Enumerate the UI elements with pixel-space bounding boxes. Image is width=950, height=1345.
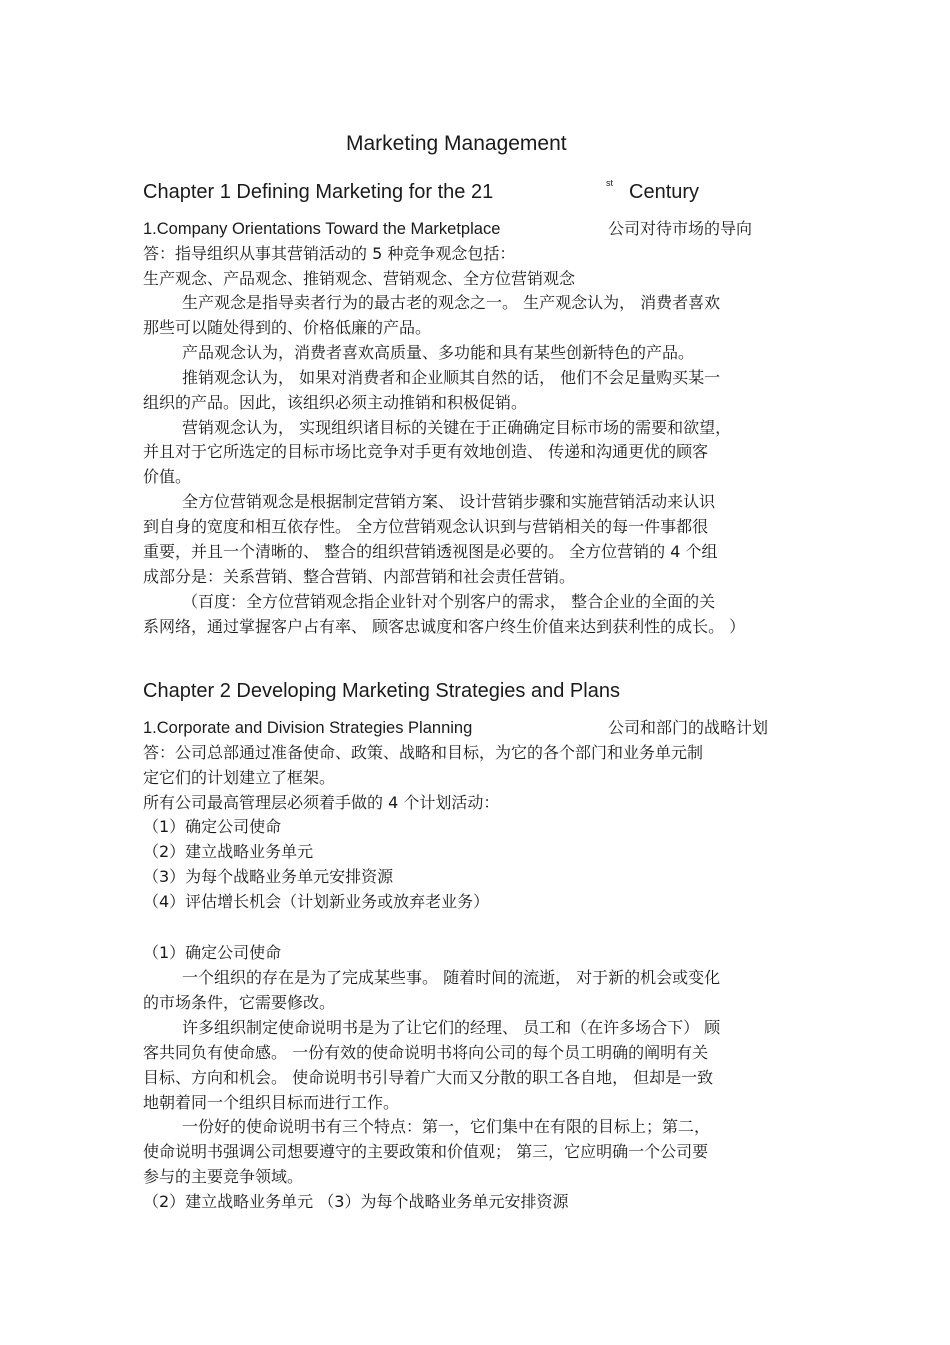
- chapter1-line: 生产观念是指导卖者行为的最古老的观念之一。 生产观念认为， 消费者喜欢: [182, 293, 721, 312]
- chapter2-line: 参与的主要竞争领域。: [143, 1167, 304, 1186]
- chapter2-line: 定它们的计划建立了框架。: [143, 768, 336, 787]
- chapter1-heading: [143, 181, 493, 204]
- chapter2-line: 一个组织的存在是为了完成某些事。 随着时间的流逝， 对于新的机会或变化: [182, 968, 721, 987]
- chapter1-line: 营销观念认为， 实现组织诸目标的关键在于正确确定目标市场的需要和欲望，: [182, 418, 732, 437]
- document-title: Marketing Management: [346, 132, 567, 155]
- chapter2-line: 地朝着同一个组织目标而进行工作。: [143, 1093, 400, 1112]
- chapter1-line: 生产观念、产品观念、推销观念、营销观念、全方位营销观念: [143, 269, 576, 288]
- chapter2-line: 一份好的使命说明书有三个特点：第一，它们集中在有限的目标上；第二，: [182, 1117, 711, 1136]
- chapter1-heading-sup: st: [606, 178, 614, 188]
- chapter2-heading: Chapter 2 Developing Marketing Strategies and Plans: [143, 680, 620, 702]
- chapter2-line: （2）建立战略业务单元: [143, 842, 314, 861]
- chapter1-line: 系网络，通过掌握客户占有率、 顾客忠诚度和客户终生价值来达到获利性的成长。 ）: [143, 617, 746, 636]
- chapter1-line: 那些可以随处得到的、价格低廉的产品。: [143, 318, 432, 337]
- chapter2-line: （1）确定公司使命: [143, 817, 282, 836]
- chapter2-line: 许多组织制定使命说明书是为了让它们的经理、 员工和（在许多场合下） 顾: [182, 1018, 721, 1037]
- chapter1-line: 并且对于它所选定的目标市场比竞争对手更有效地创造、 传递和沟通更优的顾客: [143, 442, 709, 461]
- chapter2-line: （3）为每个战略业务单元安排资源: [143, 867, 394, 886]
- chapter1-line: 全方位营销观念是根据制定营销方案、 设计营销步骤和实施营销活动来认识: [182, 492, 716, 511]
- chapter2-line: 客共同负有使命感。 一份有效的使命说明书将向公司的每个员工明确的阐明有关: [143, 1043, 709, 1062]
- chapter1-line: 到自身的宽度和相互依存性。 全方位营销观念认识到与营销相关的每一件事都很: [143, 517, 709, 536]
- chapter2-line: 所有公司最高管理层必须着手做的 4 个计划活动：: [143, 793, 500, 812]
- chapter1-line: 价值。: [143, 467, 192, 486]
- chapter2-line: （4）评估增长机会（计划新业务或放弃老业务）: [143, 892, 490, 911]
- chapter1-heading-end: Century: [629, 181, 700, 203]
- chapter1-heading-main: Chapter 1 Defining Marketing for the 21: [143, 181, 494, 203]
- chapter2-line: （2）建立战略业务单元 （3）为每个战略业务单元安排资源: [143, 1192, 569, 1211]
- chapter1-section1-en: 1.Company Orientations Toward the Marketplace: [143, 220, 501, 238]
- chapter2-line: 答：公司总部通过准备使命、政策、战略和目标，为它的各个部门和业务单元制: [143, 743, 704, 762]
- chapter1-line: 成部分是：关系营销、整合营销、内部营销和社会责任营销。: [143, 567, 576, 586]
- chapter1-line: 推销观念认为， 如果对消费者和企业顺其自然的话， 他们不会足量购买某一: [182, 368, 721, 387]
- chapter2-section1-cn: 公司和部门的战略计划: [608, 718, 769, 737]
- chapter2-line: 使命说明书强调公司想要遵守的主要政策和价值观； 第三，它应明确一个公司要: [143, 1142, 709, 1161]
- chapter1-section1-cn: 公司对待市场的导向: [608, 219, 753, 238]
- chapter1-line: 重要，并且一个清晰的、 整合的组织营销透视图是必要的。 全方位营销的 4 个组: [143, 542, 718, 561]
- chapter2-line: 目标、方向和机会。 使命说明书引导着广大而又分散的职工各自地， 但却是一致: [143, 1068, 714, 1087]
- chapter1-line: 组织的产品。因此，该组织必须主动推销和积极促销。: [143, 393, 528, 412]
- chapter1-line: （百度：全方位营销观念指企业针对个别客户的需求， 整合企业的全面的关: [182, 592, 716, 611]
- chapter1-line: 产品观念认为，消费者喜欢高质量、多功能和具有某些创新特色的产品。: [182, 343, 695, 362]
- chapter2-line: 的市场条件，它需要修改。: [143, 993, 336, 1012]
- chapter2-section1-en: 1.Corporate and Division Strategies Planning: [143, 719, 473, 737]
- chapter2-line: （1）确定公司使命: [143, 943, 282, 962]
- chapter1-line: 答：指导组织从事其营销活动的 5 种竞争观念包括：: [143, 244, 516, 263]
